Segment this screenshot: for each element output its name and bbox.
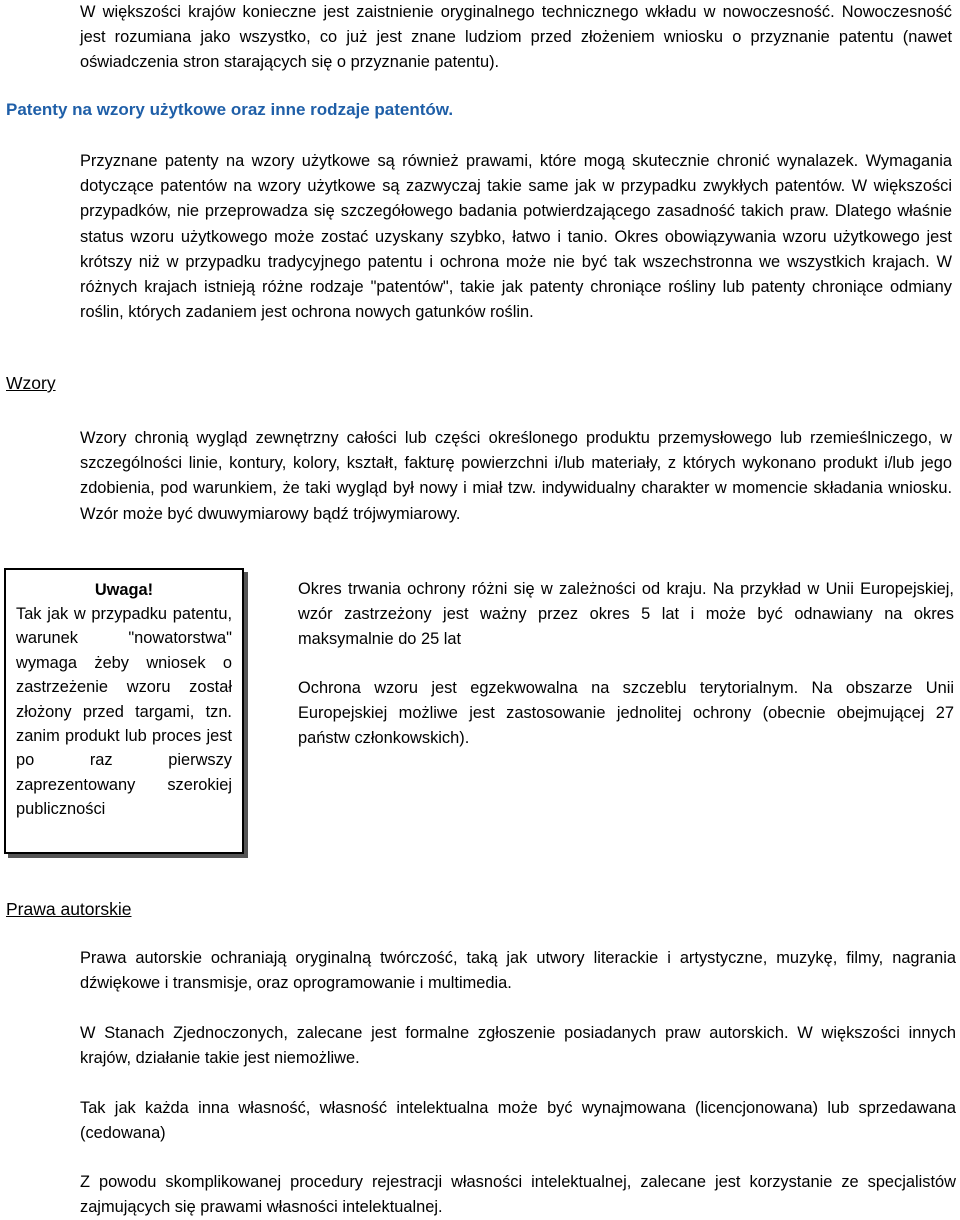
utility-models-heading: Patenty na wzory użytkowe oraz inne rodzaje patentów. [6,100,454,119]
note-title: Uwaga! [94,581,154,599]
copyright-paragraph-3: Tak jak każda inna własność, własność intelektualna może być wynajmowana (licencjonowana) lub sprzedawana (cedowana) [80,1099,956,1143]
copyright-paragraph-1: Prawa autorskie ochraniają oryginalną twórczość, taką jak utwory literackie i artystyczne, muzykę, filmy, nagrania dźwiękowe i transmisje, oraz oprogramowanie i multimedia. [80,949,956,993]
designs-heading: Wzory [6,373,56,393]
intro-paragraph: W większości krajów konieczne jest zaistnienie oryginalnego technicznego wkładu w nowoczesność. Nowoczesność jest rozumiana jako wszystko, co już jest znane ludziom przed złożeniem wniosku o przyznanie patentu (nawet oświadczenia stron starających się o przyznanie patentu). [80,3,952,72]
copyright-heading: Prawa autorskie [6,899,132,919]
designs-paragraph: Wzory chronią wygląd zewnętrzny całości lub części określonego produktu przemysłowego lub rzemieślniczego, w szczególności linie, kontury, kolory, kształt, fakturę powierzchni i/lub materiały, z których wykonano produkt i/lub jego zdobienia, pod warunkiem, że taki wygląd był nowy i miał tzw. indywidualny charakter w momencie składania wniosku. Wzór może być dwuwymiarowy bądź trójwymiarowy. [80,429,952,523]
copyright-paragraph-2: W Stanach Zjednoczonych, zalecane jest formalne zgłoszenie posiadanych praw autorskich. W większości innych krajów, działanie takie jest niemożliwe. [80,1024,956,1068]
design-enforcement-paragraph: Ochrona wzoru jest egzekwowalna na szczeblu terytorialnym. Na obszarze Unii Europejskiej możliwe jest zastosowanie jednolitej ochrony (obecnie obejmującej 27 państw członkowskich). [298,679,954,748]
design-duration-paragraph: Okres trwania ochrony różni się w zależności od kraju. Na przykład w Unii Europejskiej, wzór zastrzeżony jest ważny przez okres 5 lat i może być odnawiany na okres maksymalnie do 25 lat [298,580,954,649]
note-box [4,568,244,854]
utility-models-paragraph: Przyznane patenty na wzory użytkowe są również prawami, które mogą skutecznie chronić wynalazek. Wymagania dotyczące patentów na wzory użytkowe są zazwyczaj takie same jak w przypadku zwykłych patentów. W większości przypadków, nie przeprowadza się szczegółowego badania potwierdzającego zasadność takich praw. Dlatego właśnie status wzoru użytkowego może zostać uzyskany szybko, łatwo i tanio. Okres obowiązywania wzoru użytkowego jest krótszy niż w przypadku tradycyjnego patentu i ochrona może nie być tak wszechstronna we wszystkich krajach. W różnych krajach istnieją różne rodzaje "patentów", takie jak patenty chroniące rośliny lub patenty chroniące odmiany roślin, których zadaniem jest ochrona nowych gatunków roślin. [80,152,952,322]
note-text: Tak jak w przypadku patentu, warunek "nowatorstwa" wymaga żeby wniosek o zastrzeżenie wzoru został złożony przed targami, tzn. zanim produkt lub proces jest po raz pierwszy zaprezentowany szerokiej publiczności [16,605,232,819]
copyright-paragraph-4: Z powodu skomplikowanej procedury rejestracji własności intelektualnej, zalecane jest korzystanie ze specjalistów zajmujących się prawami własności intelektualnej. [80,1173,956,1217]
